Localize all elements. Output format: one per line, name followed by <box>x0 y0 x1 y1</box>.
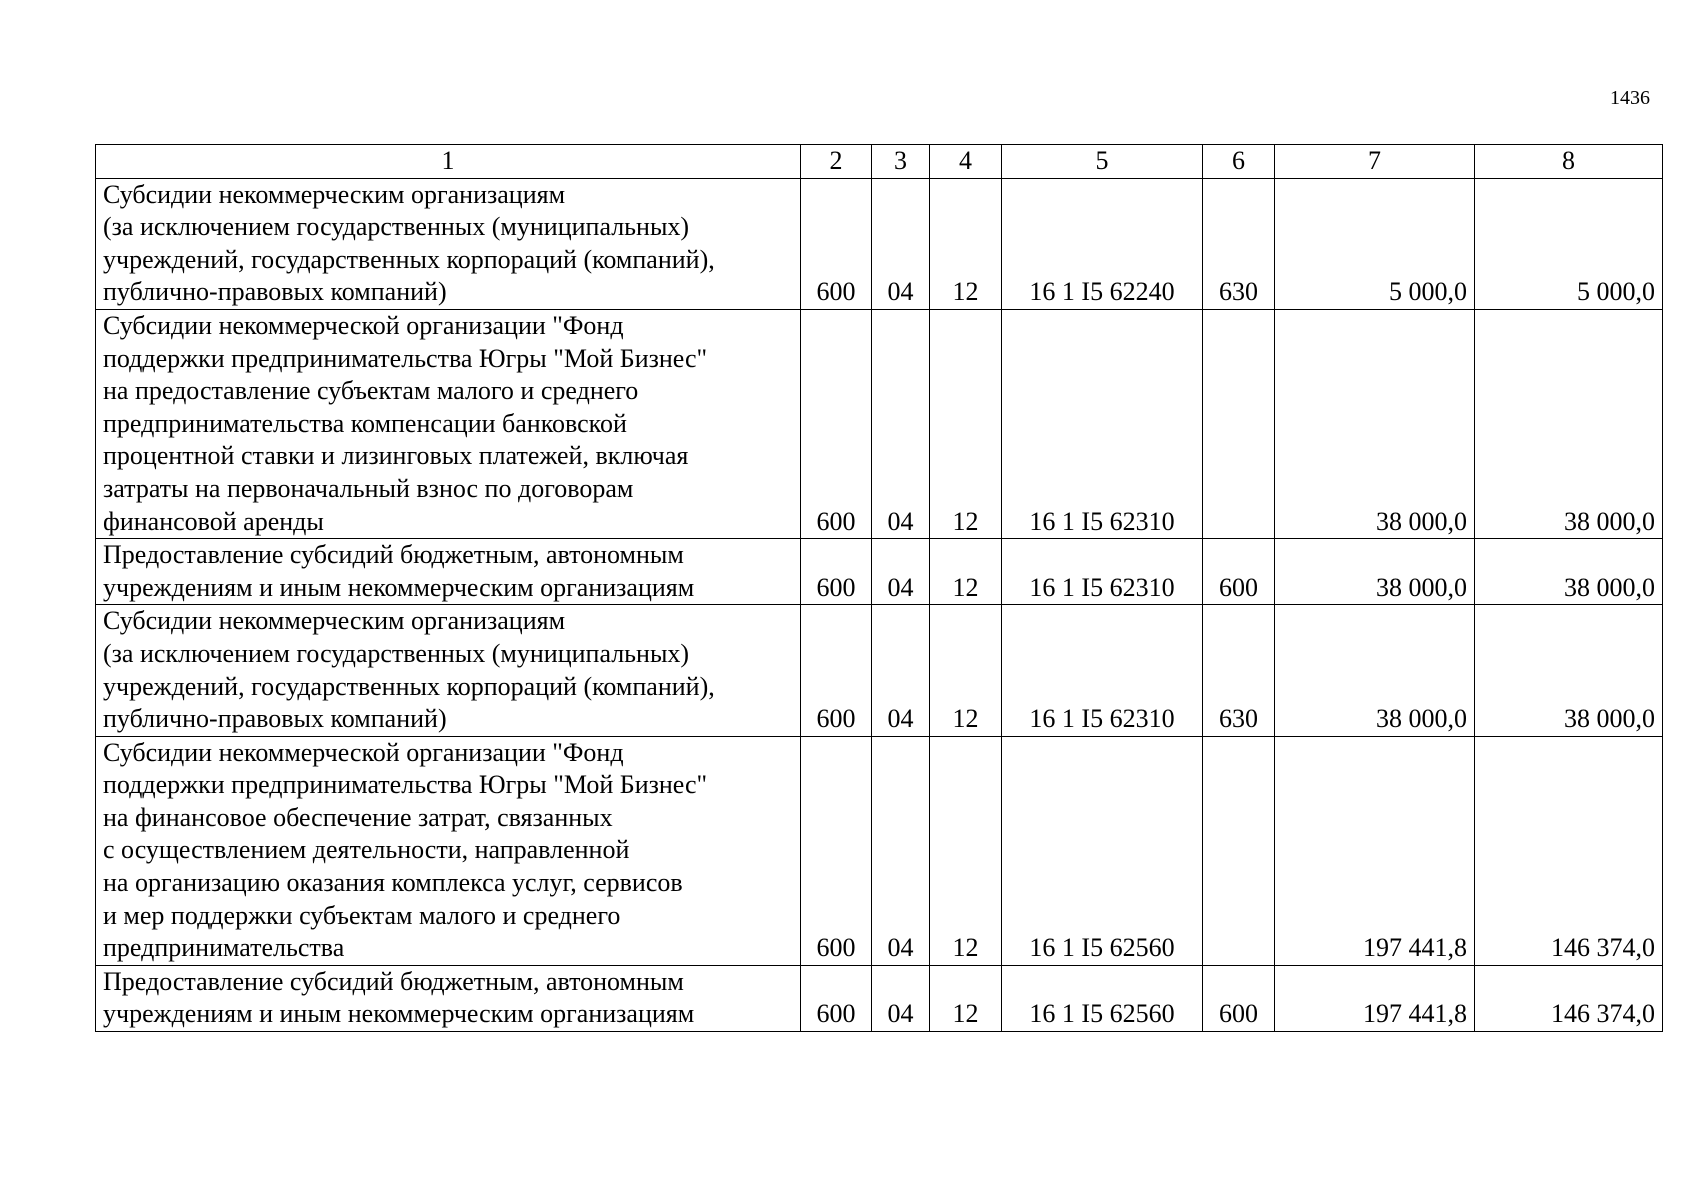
description-line: Субсидии некоммерческим организациям <box>103 179 566 209</box>
col-expense-type <box>1203 309 1275 538</box>
header-row <box>96 145 1663 179</box>
description-line: с осуществлением деятельности, направленной <box>103 835 630 865</box>
col-amount-1: 197 441,8 <box>1275 736 1475 965</box>
col-section: 600 <box>801 309 872 538</box>
row-description <box>96 965 801 1031</box>
table-row <box>96 539 1663 605</box>
col-section: 600 <box>801 178 872 309</box>
col-razdel: 04 <box>872 736 930 965</box>
description-line: поддержки предпринимательства Югры "Мой Бизнес" <box>103 770 708 800</box>
table-row <box>96 605 1663 736</box>
description-line: Предоставление субсидий бюджетным, автономным <box>103 540 684 570</box>
col-podrazdel: 12 <box>930 605 1002 736</box>
table-row <box>96 965 1663 1031</box>
col-amount-1: 38 000,0 <box>1275 309 1475 538</box>
col-section: 600 <box>801 539 872 605</box>
col-section: 600 <box>801 736 872 965</box>
description-line: на предоставление субъектам малого и среднего <box>103 376 639 406</box>
col-amount-1: 5 000,0 <box>1275 178 1475 309</box>
col-expense-type: 630 <box>1203 605 1275 736</box>
description-line: (за исключением государственных (муниципальных) <box>103 638 690 668</box>
col-razdel: 04 <box>872 539 930 605</box>
description-line: учреждений, государственных корпораций (компаний), <box>103 244 715 274</box>
col-amount-2: 38 000,0 <box>1475 309 1663 538</box>
description-line: Субсидии некоммерческой организации "Фонд <box>103 310 624 340</box>
description-line: процентной ставки и лизинговых платежей, включая <box>103 441 689 471</box>
page-number: 1436 <box>1610 87 1650 109</box>
col-podrazdel: 12 <box>930 539 1002 605</box>
col-expense-type: 600 <box>1203 539 1275 605</box>
col-amount-1: 38 000,0 <box>1275 605 1475 736</box>
col-expense-type <box>1203 736 1275 965</box>
col-section: 600 <box>801 965 872 1031</box>
description-line: и мер поддержки субъектам малого и среднего <box>103 900 621 930</box>
column-header-5: 5 <box>1002 145 1203 179</box>
row-description <box>96 178 801 309</box>
col-amount-2: 146 374,0 <box>1475 736 1663 965</box>
column-header-7: 7 <box>1275 145 1475 179</box>
col-podrazdel: 12 <box>930 736 1002 965</box>
col-podrazdel: 12 <box>930 178 1002 309</box>
col-target-article: 16 1 I5 62310 <box>1002 539 1203 605</box>
col-razdel: 04 <box>872 178 930 309</box>
description-line: на организацию оказания комплекса услуг, сервисов <box>103 868 683 898</box>
description-line: учреждениям и иным некоммерческим организациям <box>103 999 695 1029</box>
description-line: учреждений, государственных корпораций (компаний), <box>103 671 715 701</box>
col-podrazdel: 12 <box>930 309 1002 538</box>
column-header-8: 8 <box>1475 145 1663 179</box>
col-section: 600 <box>801 605 872 736</box>
description-line: Субсидии некоммерческим организациям <box>103 606 566 636</box>
description-line: Предоставление субсидий бюджетным, автономным <box>103 966 684 996</box>
column-header-4: 4 <box>930 145 1002 179</box>
column-header-1: 1 <box>96 145 801 179</box>
col-target-article: 16 1 I5 62310 <box>1002 605 1203 736</box>
col-amount-2: 5 000,0 <box>1475 178 1663 309</box>
table-header <box>96 145 1663 179</box>
description-line: Субсидии некоммерческой организации "Фонд <box>103 737 624 767</box>
col-expense-type: 600 <box>1203 965 1275 1031</box>
col-amount-2: 146 374,0 <box>1475 965 1663 1031</box>
col-podrazdel: 12 <box>930 965 1002 1031</box>
table-row <box>96 178 1663 309</box>
table-row <box>96 309 1663 538</box>
col-target-article: 16 1 I5 62560 <box>1002 965 1203 1031</box>
col-target-article: 16 1 I5 62240 <box>1002 178 1203 309</box>
col-amount-2: 38 000,0 <box>1475 605 1663 736</box>
col-amount-1: 38 000,0 <box>1275 539 1475 605</box>
description-line: предпринимательства компенсации банковской <box>103 408 627 438</box>
col-razdel: 04 <box>872 309 930 538</box>
col-razdel: 04 <box>872 965 930 1031</box>
description-line: на финансовое обеспечение затрат, связанных <box>103 802 613 832</box>
col-expense-type: 630 <box>1203 178 1275 309</box>
col-amount-2: 38 000,0 <box>1475 539 1663 605</box>
description-line: (за исключением государственных (муниципальных) <box>103 212 690 242</box>
description-line: публично-правовых компаний) <box>103 704 447 734</box>
table-body <box>96 178 1663 1031</box>
row-description <box>96 309 801 538</box>
description-line: публично-правовых компаний) <box>103 277 447 307</box>
description-line: поддержки предпринимательства Югры "Мой Бизнес" <box>103 343 708 373</box>
description-line: учреждениям и иным некоммерческим организациям <box>103 572 695 602</box>
budget-table <box>95 144 1663 1032</box>
column-header-6: 6 <box>1203 145 1275 179</box>
col-target-article: 16 1 I5 62560 <box>1002 736 1203 965</box>
col-amount-1: 197 441,8 <box>1275 965 1475 1031</box>
row-description <box>96 539 801 605</box>
col-razdel: 04 <box>872 605 930 736</box>
column-header-3: 3 <box>872 145 930 179</box>
column-header-2: 2 <box>801 145 872 179</box>
row-description <box>96 736 801 965</box>
row-description <box>96 605 801 736</box>
table-row <box>96 736 1663 965</box>
description-line: предпринимательства <box>103 933 345 963</box>
description-line: затраты на первоначальный взнос по договорам <box>103 473 634 503</box>
description-line: финансовой аренды <box>103 506 324 536</box>
col-target-article: 16 1 I5 62310 <box>1002 309 1203 538</box>
